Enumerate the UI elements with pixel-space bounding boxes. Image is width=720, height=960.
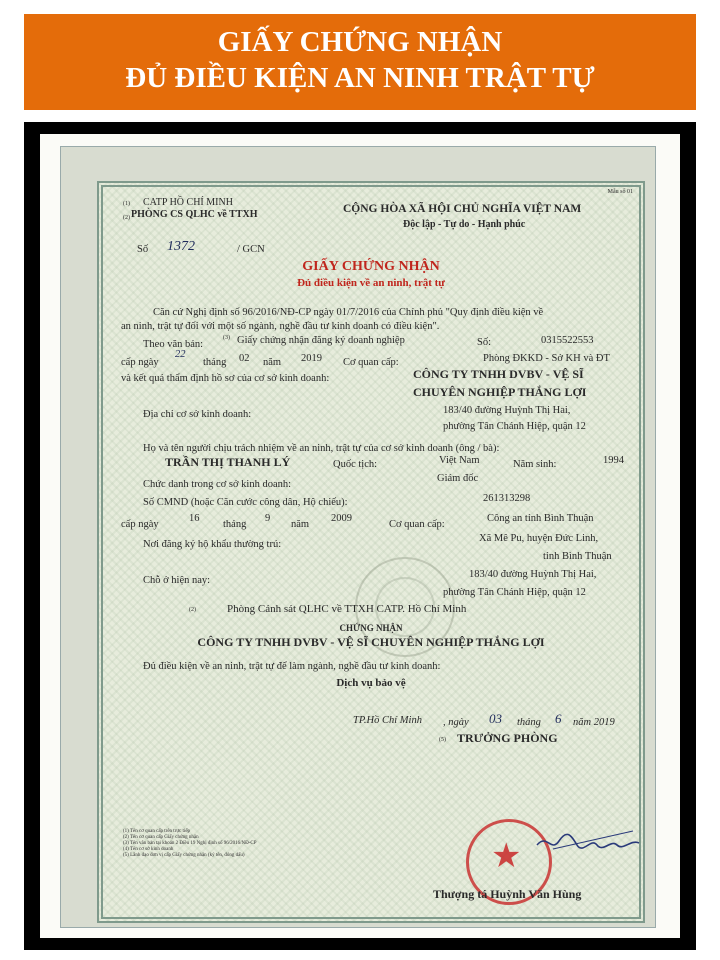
form-number: Mẫu số 01 [607,189,633,195]
signer-name: Thượng tá Huỳnh Văn Hùng [433,887,582,901]
permanent-residence-label: Nơi đăng ký hộ khẩu thường trú: [143,539,282,550]
nationality-value: Việt Nam [439,455,480,466]
doc-number-suffix: / GCN [237,244,265,255]
id-issue-year: 2009 [331,513,352,524]
document-ref-label: Theo văn bản: [143,339,204,350]
sign-month: 6 [555,711,562,726]
title-banner [24,14,696,110]
banner-title-line2: ĐỦ ĐIỀU KIỆN AN NINH TRẬT TỰ [125,62,595,94]
certificate-subtitle: Đủ điều kiện về an ninh, trật tự [297,277,445,289]
birth-year-label: Năm sinh: [513,459,557,470]
sign-date-label: , ngày [443,717,469,728]
footnote-3: (3) Tên văn bản tại khoản 2 Điều 19 Nghị định số 96/2016/NĐ-CP [123,841,257,846]
id-issue-month: 9 [265,513,271,524]
agency-issuing: PHÒNG CS QLHC về TTXH [131,209,258,220]
paper-sheet [60,146,656,928]
business-address-line2: phường Tân Chánh Hiệp, quận 12 [443,421,586,432]
permanent-residence-line2: tỉnh Bình Thuận [543,551,612,562]
id-issuer-label: Cơ quan cấp: [389,519,445,530]
current-residence-line2: phường Tân Chánh Hiệp, quận 12 [443,587,586,598]
sign-month-label: tháng [517,717,541,728]
banner-title-line1: GIẤY CHỨNG NHẬN [217,26,503,58]
issue-day: 22 [175,349,186,360]
company-name-line2: CHUYÊN NGHIỆP THẮNG LỢI [413,385,587,399]
issuing-body-value: Phòng ĐKKD - Sở KH và ĐT [483,353,610,364]
footnote-mark-3: (3) [223,335,230,341]
footnote-5: (5) Lãnh đạo đơn vị cấp Giấy chứng nhận (ký tên, đóng dấu) [123,853,245,858]
motto: Độc lập - Tự do - Hạnh phúc [403,219,526,230]
legal-basis-line1: Căn cứ Nghị định số 96/2016/NĐ-CP ngày 01/7/2016 của Chính phủ "Quy định điều kiện về [153,307,544,318]
current-residence-line1: 183/40 đường Huỳnh Thị Hai, [469,569,597,580]
footnote-mark-2: (2) [123,215,130,221]
footnote-1: (1) Tên cơ quan cấp trên trực tiếp [123,829,191,834]
issue-year-label: năm [263,357,282,368]
position-label: Chức danh trong cơ sở kinh doanh: [143,479,292,490]
business-address-label: Địa chỉ cơ sở kinh doanh: [143,409,252,420]
certificate-title: GIẤY CHỨNG NHẬN [302,259,440,274]
footnote-mark-issuer: (2) [189,607,196,613]
nationality-label: Quốc tịch: [333,459,378,470]
id-issue-month-label: tháng [223,519,247,530]
permanent-residence-line1: Xã Mê Pu, huyện Đức Linh, [479,533,599,544]
position-value: Giám đốc [437,473,479,484]
issuing-body-label: Cơ quan cấp: [343,357,399,368]
footnote-mark-5: (5) [439,737,446,743]
certificate [97,181,645,923]
registration-number-value: 0315522553 [541,335,594,346]
responsible-person-name: TRẦN THỊ THANH LÝ [165,455,291,469]
issue-date-label: cấp ngày [121,357,159,368]
sign-place: TP.Hồ Chí Minh [353,715,422,726]
photo-frame [24,122,696,950]
certifies-heading: CHỨNG NHẬN [339,623,403,633]
footnote-2: (2) Tên cơ quan cấp Giấy chứng nhận [123,835,199,840]
frame-mat [40,134,680,938]
id-number-value: 261313298 [483,493,531,504]
issue-year: 2019 [301,353,322,364]
doc-number-value: 1372 [167,239,195,254]
issuing-department: Phòng Cảnh sát QLHC về TTXH CATP. Hồ Chí Minh [227,603,467,615]
issue-month-label: tháng [203,357,227,368]
footnotes [123,829,257,859]
document-ref-value: Giấy chứng nhận đăng ký doanh nghiệp [237,335,405,346]
signature-icon [533,827,643,857]
legal-basis-line2: an ninh, trật tự đối với một số ngành, nghề đầu tư kinh doanh có điều kiện". [121,321,440,332]
eligibility-statement: Đủ điều kiện về an ninh, trật tự để làm ngành, nghề đầu tư kinh doanh: [143,661,441,672]
head-of-department: TRƯỞNG PHÒNG [457,731,558,745]
id-issue-date-label: cấp ngày [121,519,159,530]
registration-number-label: Số: [477,337,492,348]
id-number-label: Số CMND (hoặc Căn cước công dân, Hộ chiếu): [143,497,348,508]
id-issuer-value: Công an tỉnh Bình Thuận [487,513,594,524]
certified-company: CÔNG TY TNHH DVBV - VỆ SĨ CHUYÊN NGHIỆP THẮNG LỢI [197,635,545,649]
appraisal-label: và kết quả thẩm định hồ sơ của cơ sở kinh doanh: [121,373,330,384]
doc-number-label: Số [137,244,149,255]
issue-month: 02 [239,353,250,364]
current-residence-label: Chỗ ở hiện nay: [143,575,211,586]
id-issue-year-label: năm [291,519,310,530]
business-line: Dịch vụ bảo vệ [336,677,406,689]
nation-header: CỘNG HÒA XÃ HỘI CHỦ NGHĨA VIỆT NAM [343,203,582,215]
sign-year: năm 2019 [573,717,615,728]
business-address-line1: 183/40 đường Huỳnh Thị Hai, [443,405,571,416]
footnote-mark-1: (1) [123,201,130,207]
id-issue-day: 16 [189,513,200,524]
footnote-4: (4) Tên cơ sở kinh doanh [123,847,174,852]
sign-day: 03 [489,711,502,726]
birth-year-value: 1994 [603,455,624,466]
company-name-line1: CÔNG TY TNHH DVBV - VỆ SĨ [413,367,584,381]
responsible-person-label: Họ và tên người chịu trách nhiệm về an ninh, trật tự của cơ sở kinh doanh (ông / bà): [143,443,500,454]
agency-parent: CATP HỒ CHÍ MINH [143,197,233,208]
